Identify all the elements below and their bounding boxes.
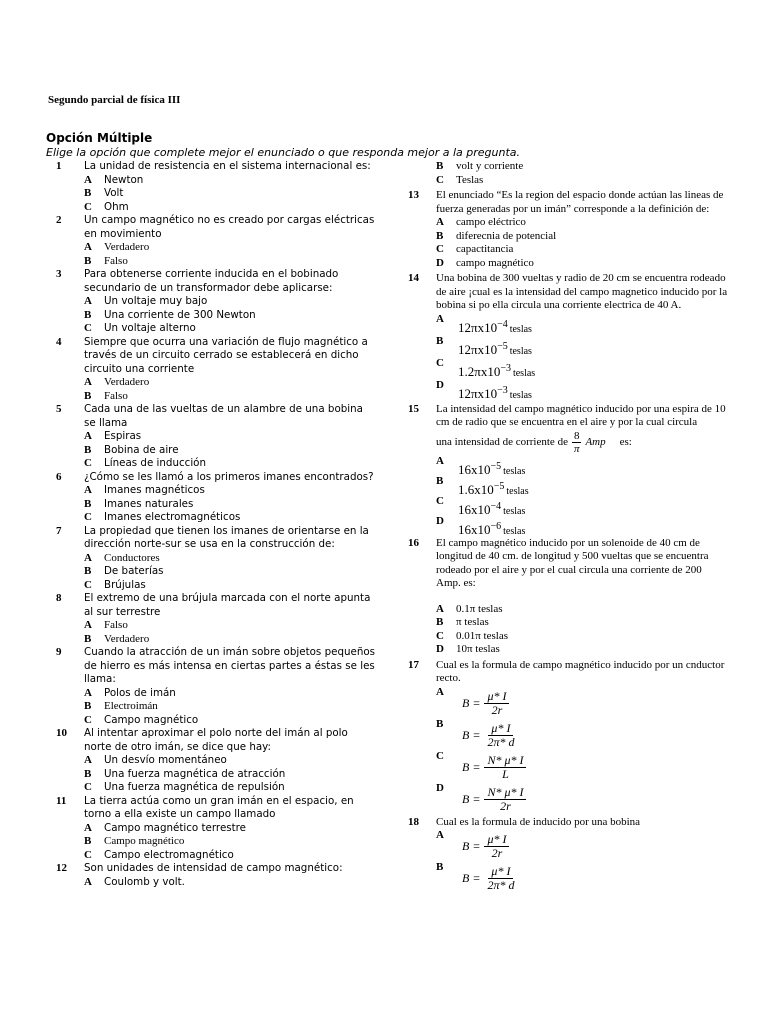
option-text: diferecnia de potencial <box>456 229 557 242</box>
expression-unit: teslas <box>509 345 532 357</box>
fraction-denominator: 2π* d <box>487 878 515 892</box>
question-text: La tierra actúa como un gran imán en el espacio, en torno a ella existe un campo llamado <box>84 794 354 820</box>
option-c[interactable] <box>84 579 376 593</box>
spacer <box>408 591 728 603</box>
option-a[interactable] <box>436 313 728 335</box>
question-number: 3 <box>56 268 62 280</box>
formula-fraction <box>484 722 517 749</box>
right-column <box>408 160 728 893</box>
formula <box>462 690 509 717</box>
formula-lhs: B = <box>462 791 481 806</box>
option-a[interactable] <box>84 754 376 768</box>
question-number: 5 <box>56 403 62 415</box>
option-b[interactable] <box>84 633 376 647</box>
question-17 <box>408 659 728 814</box>
option-letter: A <box>436 602 444 615</box>
option-letter: A <box>84 875 92 888</box>
option-a[interactable] <box>84 376 376 390</box>
expression-exponent: −3 <box>497 384 508 396</box>
option-a[interactable] <box>436 829 728 861</box>
option-letter: D <box>436 781 444 794</box>
expression-unit: teslas <box>509 323 532 335</box>
option-text: Bobina de aire <box>104 443 179 456</box>
option-b[interactable] <box>436 861 728 893</box>
fraction-numerator: μ* I <box>484 833 509 847</box>
question-number: 1 <box>56 160 62 172</box>
option-letter: D <box>436 378 444 391</box>
option-letter: A <box>436 216 444 228</box>
option-letter: B <box>84 308 92 321</box>
option-b[interactable] <box>436 475 728 495</box>
expression-unit: teslas <box>503 505 526 517</box>
option-text: Electroimán <box>104 700 158 712</box>
question-8 <box>56 592 376 646</box>
formula-lhs: B = <box>462 759 481 774</box>
option-letter: C <box>84 322 92 334</box>
option-letter: A <box>84 619 92 631</box>
option-c[interactable] <box>436 750 728 782</box>
question-3 <box>56 268 376 336</box>
option-c[interactable] <box>84 457 376 471</box>
option-letter: A <box>84 754 92 766</box>
question-number: 17 <box>408 658 419 671</box>
expression-exponent: −5 <box>493 480 505 492</box>
option-letter: C <box>84 511 92 523</box>
option-letter: B <box>84 835 92 847</box>
formula <box>462 754 526 781</box>
formula-fraction <box>484 833 509 860</box>
option-b[interactable] <box>84 835 376 849</box>
question-number: 13 <box>408 189 419 201</box>
option-text: π teslas <box>456 616 489 628</box>
option-letter: C <box>436 494 444 507</box>
question-text: Para obtenerse corriente inducida en el bobinado secundario de un transformador debe aplicarse: <box>84 268 339 294</box>
expression-exponent: −4 <box>490 500 502 512</box>
formula <box>462 865 517 892</box>
question-number: 18 <box>408 815 419 828</box>
option-a[interactable] <box>436 686 728 718</box>
option-b[interactable] <box>436 616 728 630</box>
expression-base: 12πx10 <box>458 319 498 335</box>
option-text: Brújulas <box>104 578 146 591</box>
option-text: Conductores <box>104 551 160 564</box>
option-text: Campo magnético <box>104 835 185 847</box>
question-6 <box>56 471 376 525</box>
option-a[interactable] <box>84 484 376 498</box>
option-d[interactable] <box>436 379 728 401</box>
option-letter: D <box>436 643 444 655</box>
fraction-numerator: μ* I <box>484 690 509 704</box>
option-letter: B <box>436 717 444 730</box>
option-c[interactable] <box>84 511 376 525</box>
option-c[interactable] <box>84 201 376 215</box>
option-letter: D <box>436 514 444 527</box>
question-18 <box>408 816 728 894</box>
question-13 <box>408 189 728 270</box>
option-a[interactable] <box>436 603 728 617</box>
fraction-numerator: N* μ* I <box>484 754 526 768</box>
question-text: El enunciado “Es la region del espacio donde actúan las lineas de fuerza generadas por un imán” corresponde a la definición de: <box>436 189 724 215</box>
option-text: Coulomb y volt. <box>104 875 185 888</box>
option-c[interactable] <box>436 174 728 188</box>
option-text: capactitancia <box>456 243 514 255</box>
option-text: 0.1π teslas <box>456 602 503 615</box>
option-letter: D <box>436 256 444 269</box>
option-text: Imanes magnéticos <box>104 484 205 496</box>
question-4 <box>56 336 376 404</box>
option-text: Imanes electromagnéticos <box>104 511 241 523</box>
formula <box>462 786 526 813</box>
option-a[interactable] <box>84 430 376 444</box>
option-b[interactable] <box>84 390 376 404</box>
question-number: 16 <box>408 536 419 549</box>
expression-base: 12πx10 <box>458 385 498 401</box>
option-letter: B <box>436 229 444 242</box>
expression-unit: teslas <box>506 485 529 497</box>
question-number: 10 <box>56 727 67 739</box>
expression-base: 12πx10 <box>458 341 498 357</box>
option-c[interactable] <box>84 714 376 728</box>
option-letter: A <box>84 686 92 699</box>
expression-exponent: −3 <box>500 362 511 374</box>
option-b[interactable] <box>84 565 376 579</box>
option-text: campo eléctrico <box>456 216 526 228</box>
expression-exponent: −6 <box>490 520 502 532</box>
option-text: Un voltaje alterno <box>104 322 196 334</box>
question-number: 9 <box>56 646 62 658</box>
question-text-line2 <box>436 430 728 455</box>
question-text: Siempre que ocurra una variación de flujo magnético a través de un circuito cerrado se establecerá en dicho circuito una corriente <box>84 335 368 375</box>
expression-base: 16x10 <box>458 521 491 537</box>
option-a[interactable] <box>84 876 376 890</box>
option-b[interactable] <box>436 335 728 357</box>
expression-unit: teslas <box>503 525 526 537</box>
question-text: Cuando la atracción de un imán sobre objetos pequeños de hierro es más intensa en ciertas partes a éstas se les llama: <box>84 646 376 685</box>
option-letter: C <box>84 200 92 213</box>
question-text-part: una intensidad de corriente de <box>436 435 568 448</box>
option-letter: A <box>84 484 92 496</box>
formula-fraction <box>484 786 526 813</box>
option-letter: C <box>436 629 444 642</box>
option-a[interactable] <box>84 552 376 566</box>
option-b[interactable] <box>436 718 728 750</box>
option-letter: A <box>84 821 92 834</box>
option-letter: A <box>84 551 92 564</box>
option-text: Líneas de inducción <box>104 457 207 469</box>
option-letter: A <box>84 295 92 307</box>
fraction-denominator: 2r <box>491 702 503 717</box>
option-a[interactable] <box>84 174 376 188</box>
option-text: Una fuerza magnética de atracción <box>104 767 286 780</box>
option-text: campo magnético <box>456 256 534 269</box>
option-letter: C <box>84 457 92 469</box>
option-a[interactable] <box>84 822 376 836</box>
option-letter: C <box>436 243 444 255</box>
option-d[interactable] <box>436 643 728 657</box>
option-b[interactable] <box>84 444 376 458</box>
formula-fraction <box>484 754 526 781</box>
question-text: Cual es la formula de inducido por una bobina <box>436 815 641 828</box>
option-a[interactable] <box>84 687 376 701</box>
option-text: Volt <box>104 187 124 199</box>
option-letter: A <box>436 454 444 467</box>
option-text: Verdadero <box>104 376 150 388</box>
option-text: Newton <box>104 173 144 186</box>
expression-unit: teslas <box>512 367 536 379</box>
option-text: Campo electromagnético <box>104 848 234 861</box>
option-letter: B <box>84 254 92 267</box>
option-letter: B <box>436 861 444 873</box>
question-text: Cual es la formula de campo magnético inducido por un cnductor recto. <box>436 658 725 684</box>
option-a[interactable] <box>436 455 728 475</box>
option-expression <box>456 379 532 402</box>
option-text: Verdadero <box>104 632 150 645</box>
option-text: De baterías <box>104 565 164 577</box>
option-c[interactable] <box>436 630 728 644</box>
question-2 <box>56 214 376 268</box>
section-title: Opción Múltiple <box>46 131 153 145</box>
fraction-denominator: L <box>502 766 509 781</box>
option-letter: B <box>436 616 444 628</box>
option-expression <box>456 357 535 380</box>
formula-lhs: B = <box>462 727 481 742</box>
question-number: 15 <box>408 402 419 415</box>
expression-base: 16x10 <box>458 461 491 477</box>
formula-lhs: B = <box>462 695 481 710</box>
option-letter: B <box>84 565 92 577</box>
option-c[interactable] <box>84 322 376 336</box>
question-1 <box>56 160 376 214</box>
option-letter: C <box>84 713 92 726</box>
fraction-numerator: 8 <box>573 429 580 442</box>
option-text: Falso <box>104 254 128 267</box>
question-text: El extremo de una brújula marcada con el norte apunta al sur terrestre <box>84 592 371 618</box>
question-text: El campo magnético inducido por un solenoide de 40 cm de longitud de 40 cm. de longitud y 500 vueltas que se encuentra rodeado por el aire y por el cual circula una corriente de 200 Amp. es: <box>436 536 709 589</box>
question-11 <box>56 795 376 863</box>
option-d[interactable] <box>436 257 728 271</box>
option-letter: C <box>436 356 444 369</box>
option-letter: A <box>436 312 444 325</box>
fraction-numerator: μ* I <box>488 722 513 736</box>
option-text: Un desvío momentáneo <box>104 754 227 766</box>
question-text: La propiedad que tienen los imanes de orientarse en la dirección norte-sur se usa en la construcción de: <box>84 524 369 550</box>
option-b[interactable] <box>84 187 376 201</box>
question-12 <box>56 862 376 889</box>
question-9 <box>56 646 376 727</box>
question-text: La unidad de resistencia en el sistema internacional es: <box>84 160 371 172</box>
current-fraction <box>572 430 582 455</box>
fraction-denominator: π <box>573 442 580 455</box>
option-text: Un voltaje muy bajo <box>104 295 208 307</box>
option-letter: C <box>436 749 444 762</box>
formula-fraction <box>484 690 509 717</box>
question-5 <box>56 403 376 471</box>
option-letter: A <box>84 241 92 253</box>
question-text-part: es: <box>619 435 632 448</box>
option-a[interactable] <box>84 619 376 633</box>
option-letter: A <box>436 829 444 841</box>
formula-lhs: B = <box>462 839 481 853</box>
expression-base: 16x10 <box>458 501 491 517</box>
formula-fraction <box>484 865 517 892</box>
option-expression <box>456 335 532 358</box>
expression-unit: teslas <box>509 389 532 401</box>
option-letter: B <box>84 497 92 510</box>
formula <box>462 833 509 860</box>
question-16 <box>408 537 728 657</box>
question-text: Un campo magnético no es creado por cargas eléctricas en movimiento <box>84 214 375 240</box>
option-text: Verdadero <box>104 241 150 253</box>
option-letter: A <box>436 685 444 698</box>
option-b[interactable] <box>84 255 376 269</box>
expression-base: 1.2πx10 <box>458 363 501 379</box>
question-10 <box>56 727 376 795</box>
option-text: Espiras <box>104 430 142 442</box>
option-text: Falso <box>104 619 128 631</box>
option-letter: A <box>84 376 92 388</box>
option-text: Polos de imán <box>104 686 176 699</box>
option-a[interactable] <box>436 216 728 230</box>
option-letter: C <box>84 781 92 793</box>
expression-exponent: −5 <box>497 340 508 352</box>
option-letter: C <box>84 848 92 861</box>
question-text: ¿Cómo se les llamó a los primeros imanes encontrados? <box>84 470 374 483</box>
option-text: Una corriente de 300 Newton <box>104 308 256 321</box>
option-letter: B <box>436 474 444 487</box>
question-14 <box>408 272 728 401</box>
question-text: Una bobina de 300 vueltas y radio de 20 cm se encuentra rodeado de aire ¡cual es la intensidad del campo magnetico inducido por la bobina si po ella circula una corriente electrica de 40 A. <box>436 272 728 311</box>
option-text: Campo magnético <box>104 713 199 726</box>
option-expression <box>456 515 525 538</box>
option-b[interactable] <box>436 230 728 244</box>
option-c[interactable] <box>436 495 728 515</box>
option-b[interactable] <box>84 309 376 323</box>
option-letter: B <box>84 187 92 199</box>
fraction-numerator: N* μ* I <box>484 786 526 800</box>
fraction-denominator: 2r <box>500 798 511 813</box>
fraction-denominator: 2r <box>491 846 503 860</box>
option-b[interactable] <box>84 700 376 714</box>
question-7 <box>56 525 376 593</box>
question-number: 12 <box>56 862 67 874</box>
question-15 <box>408 403 728 535</box>
option-text: Falso <box>104 389 128 402</box>
question-number: 11 <box>56 794 67 807</box>
formula <box>462 722 517 749</box>
option-letter: B <box>436 334 444 347</box>
option-b[interactable] <box>84 498 376 512</box>
option-letter: B <box>84 632 92 645</box>
question-number: 4 <box>56 335 62 348</box>
question-number: 8 <box>56 592 62 604</box>
question-12-continued <box>408 160 728 187</box>
question-number: 2 <box>56 214 62 226</box>
option-text: Ohm <box>104 200 129 213</box>
option-c[interactable] <box>436 357 728 379</box>
question-text: Son unidades de intensidad de campo magnético: <box>84 862 343 874</box>
left-column <box>56 160 376 889</box>
expression-unit: teslas <box>503 465 526 477</box>
option-letter: B <box>84 700 92 712</box>
option-c[interactable] <box>436 243 728 257</box>
question-text: Cada una de las vueltas de un alambre de una bobina se llama <box>84 403 363 429</box>
option-text: 10π teslas <box>456 643 500 655</box>
option-a[interactable] <box>84 241 376 255</box>
fraction-denominator: 2π* d <box>487 734 515 749</box>
option-letter: C <box>436 173 444 186</box>
question-text: Al intentar aproximar el polo norte del imán al polo norte de otro imán, se dice que hay: <box>84 727 348 753</box>
option-letter: B <box>436 160 444 172</box>
option-d[interactable] <box>436 515 728 535</box>
option-text: 0.01π teslas <box>456 629 508 642</box>
option-expression <box>456 313 532 336</box>
formula-lhs: B = <box>462 871 481 885</box>
expression-base: 1.6x10 <box>458 481 494 497</box>
option-letter: B <box>84 767 92 780</box>
option-letter: B <box>84 443 92 456</box>
fraction-numerator: μ* I <box>488 865 513 879</box>
option-text: volt y corriente <box>456 160 524 172</box>
document-title: Segundo parcial de física III <box>48 94 181 106</box>
question-text: La intensidad del campo magnético inducido por una espira de 10 cm de radio que se encuentra en el aire y por la cual circula <box>436 402 726 428</box>
option-b[interactable] <box>84 768 376 782</box>
option-letter: A <box>84 430 92 442</box>
option-c[interactable] <box>84 781 376 795</box>
option-text: Campo magnético terrestre <box>104 821 247 834</box>
expression-exponent: −4 <box>497 318 508 330</box>
question-number: 6 <box>56 470 62 483</box>
option-letter: A <box>84 173 92 186</box>
instructions: Elige la opción que complete mejor el enunciado o que responda mejor a la pregunta. <box>46 146 520 159</box>
option-text: Una fuerza magnética de repulsión <box>104 781 285 793</box>
option-d[interactable] <box>436 782 728 814</box>
option-c[interactable] <box>84 849 376 863</box>
question-number: 7 <box>56 524 62 537</box>
option-text: Imanes naturales <box>104 497 194 510</box>
option-b[interactable] <box>436 160 728 174</box>
option-text: Teslas <box>456 173 484 186</box>
option-letter: B <box>84 389 92 402</box>
fraction-unit: Amp <box>585 435 606 448</box>
question-number: 14 <box>408 272 419 284</box>
option-a[interactable] <box>84 295 376 309</box>
expression-exponent: −5 <box>490 460 502 472</box>
option-letter: C <box>84 578 92 591</box>
